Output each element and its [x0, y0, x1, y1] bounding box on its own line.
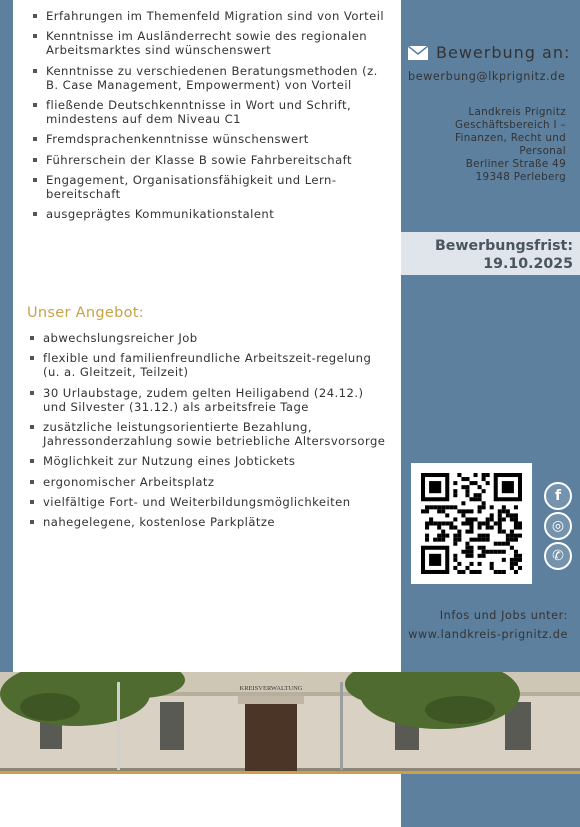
application-email[interactable]: bewerbung@lkprignitz.de: [408, 70, 566, 83]
address-line: Personal: [519, 145, 566, 157]
requirements-list: [31, 9, 393, 227]
address-line: 19348 Perleberg: [475, 171, 566, 183]
instagram-icon[interactable]: [544, 512, 572, 540]
address-line: Landkreis Prignitz: [468, 106, 566, 118]
list-item: fließende Deutschkenntnisse in Wort und Schrift, mindestens auf dem Niveau C1: [31, 98, 393, 126]
list-item: Fremdsprachenkenntnisse wünschenswert: [31, 132, 393, 146]
deadline-box: [401, 232, 580, 275]
list-item: zusätzliche leistungsorientierte Bezahlung, Jahressonderzahlung sowie betriebliche Altersvorsorge: [28, 420, 390, 448]
facebook-icon[interactable]: [544, 482, 572, 510]
address-line: Finanzen, Recht und: [455, 132, 566, 144]
website-link[interactable]: www.landkreis-prignitz.de: [408, 628, 568, 641]
postal-address: [455, 106, 566, 184]
building-sign: KREISVERWALTUNG: [239, 685, 303, 692]
list-item: Engagement, Organisationsfähigkeit und Lern-bereitschaft: [31, 173, 393, 201]
list-item: Möglichkeit zur Nutzung eines Jobtickets: [28, 454, 390, 468]
bottom-panel: [0, 774, 401, 827]
envelope-icon: [408, 46, 428, 60]
whatsapp-glyph: ✆: [552, 548, 564, 564]
list-item: 30 Urlaubstage, zudem gelten Heiligabend (24.12.) und Silvester (31.12.) als arbeitsfreie Tage: [28, 386, 390, 414]
list-item: Kenntnisse zu verschiedenen Beratungsmethoden (z. B. Case Management, Empowerment) von Vorteil: [31, 64, 393, 92]
infos-label: Infos und Jobs unter:: [439, 609, 568, 622]
list-item: ergonomischer Arbeitsplatz: [28, 475, 390, 489]
deadline-label: Bewerbungsfrist:: [434, 238, 573, 254]
whatsapp-icon[interactable]: [544, 542, 572, 570]
list-item: Erfahrungen im Themenfeld Migration sind von Vorteil: [31, 9, 393, 23]
list-item: ausgeprägtes Kommunikationstalent: [31, 207, 393, 221]
qr-code-graphic: [421, 473, 522, 574]
deadline-date: 19.10.2025: [483, 256, 573, 272]
apply-heading-text: Bewerbung an:: [436, 43, 571, 62]
list-item: nahegelegene, kostenlose Parkplätze: [28, 515, 390, 529]
list-item: Kenntnisse im Ausländerrecht sowie des regionalen Arbeitsmarktes sind wünschenswert: [31, 29, 393, 57]
list-item: flexible und familienfreundliche Arbeitszeit-regelung (u. a. Gleitzeit, Teilzeit): [28, 351, 390, 379]
qr-code[interactable]: [411, 463, 532, 584]
list-item: vielfältige Fort- und Weiterbildungsmöglichkeiten: [28, 495, 390, 509]
facebook-glyph: f: [554, 488, 562, 504]
list-item: abwechslungsreicher Job: [28, 331, 390, 345]
apply-heading: [408, 43, 570, 62]
address-line: Berliner Straße 49: [465, 158, 566, 170]
building-photo: [0, 672, 580, 773]
offer-list: [28, 331, 390, 535]
list-item: Führerschein der Klasse B sowie Fahrbereitschaft: [31, 153, 393, 167]
address-line: Geschäftsbereich I –: [455, 119, 566, 131]
offer-heading: Unser Angebot:: [27, 305, 144, 321]
left-margin-band: [0, 0, 13, 672]
instagram-glyph: ◎: [551, 518, 565, 534]
